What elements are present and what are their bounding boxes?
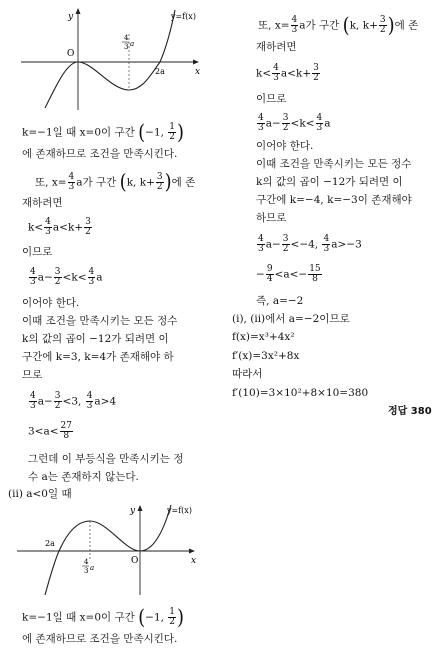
left-line-14: 3<a< $\frac{27}{8}$ <box>28 421 72 441</box>
left-line-6: 이므로 <box>22 246 53 258</box>
graph2-tick-43a-den: 3 <box>84 567 89 575</box>
graph1-tick-43a-den: 3 <box>124 43 129 51</box>
right-line-7: 이때 조건을 만족시키는 모든 정수 <box>256 158 412 170</box>
graph-a-positive <box>15 4 220 114</box>
graph-a-negative <box>15 503 220 603</box>
graph1-fn-label: y=f(x) <box>171 12 196 21</box>
graph2-y-label: y <box>130 506 136 516</box>
left-line-10: k의 값의 곱이 −12가 되려면 이 <box>22 333 169 345</box>
left-line-3: 또, x= $\frac{4}{3}$ a가 구간 (k, k+ $\frac{3}{2}$ )에 존 <box>35 169 196 194</box>
graph2-tick-43a-num: 4 <box>84 558 89 566</box>
right-line-8: k의 값의 곱이 −12가 되려면 이 <box>256 176 403 188</box>
left-line-9: 이때 조건을 만족시키는 모든 정수 <box>22 315 178 327</box>
right-line-5: $\frac{4}{3}$ a− $\frac{3}{2}$ <k< $\frac{4}{3}$ a <box>258 113 331 133</box>
right-line-14: (ⅰ), (ⅱ)에서 a=−2이므로 <box>232 313 350 325</box>
right-line-16: f′(x)=3x²+8x <box>232 350 300 362</box>
right-line-6: 이어야 한다. <box>256 140 314 152</box>
right-line-3: k< $\frac{4}{3}$ a<k+ $\frac{3}{2}$ <box>256 63 319 83</box>
right-line-18: f′(10)=3×10²+8×10=380 <box>232 387 369 399</box>
graph1-origin: O <box>67 49 75 59</box>
graph1-x-label: x <box>195 67 201 77</box>
graph1-tick-43a-num: 4 <box>124 34 129 42</box>
left-line-8: 이어야 한다. <box>22 297 80 309</box>
left-line-2: 에 존재하므로 조건을 만족시킨다. <box>22 148 178 160</box>
left-line-4: 재하려면 <box>22 197 63 209</box>
left-line-17: (ⅱ) a<0일 때 <box>8 488 72 500</box>
left-line-1: k=−1일 때 x=0이 구간 (−1, $\frac{1}{2}$ ) <box>22 119 185 144</box>
right-line-13: 즉, a=−2 <box>256 295 304 307</box>
graph2-x-label: x <box>191 556 197 566</box>
left-line-5: k< $\frac{4}{3}$ a<k+ $\frac{3}{2}$ <box>28 217 91 237</box>
left-line-7: $\frac{4}{3}$ a− $\frac{3}{2}$ <k< $\frac{4}{3}$ a <box>30 267 103 287</box>
graph1-tick-2a: 2a <box>155 67 165 76</box>
left-line-16: 수 a는 존재하지 않는다. <box>28 471 139 483</box>
right-line-9: 구간에 k=−4, k=−3이 존재해야 <box>256 194 412 206</box>
answer-label: 정답 380 <box>388 406 432 417</box>
right-line-17: 따라서 <box>232 368 263 380</box>
graph2-tick-43a-a: a <box>90 564 95 572</box>
graph1-tick-43a-a: a <box>130 40 135 48</box>
graph2-fn-label: y=f(x) <box>167 506 192 515</box>
right-line-11: $\frac{4}{3}$ a− $\frac{3}{2}$ <−4, $\frac{4}{3}$ a>−3 <box>258 234 362 254</box>
left-line-12: 므로 <box>22 369 43 381</box>
graph2-tick-2a: 2a <box>45 539 55 548</box>
graph2-origin: O <box>131 556 139 566</box>
left-line-11: 구간에 k=3, k=4가 존재해야 하 <box>22 351 174 363</box>
left-line-13: $\frac{4}{3}$ a− $\frac{3}{2}$ <3, $\frac{4}{3}$ a>4 <box>30 391 117 411</box>
right-line-12: − $\frac{9}{4}$ <a<− $\frac{15}{8}$ <box>256 264 321 284</box>
right-line-10: 하므로 <box>256 212 287 224</box>
right-line-1: 또, x= $\frac{4}{3}$ a가 구간 (k, k+ $\frac{3}{2}$ )에 존 <box>258 12 419 37</box>
left-line-19: 에 존재하므로 조건을 만족시킨다. <box>22 633 178 645</box>
graph1-y-label: y <box>68 12 74 22</box>
right-line-4: 이므로 <box>256 93 287 105</box>
left-line-15: 그런데 이 부등식을 만족시키는 정 <box>28 453 184 465</box>
right-line-15: f(x)=x³+4x² <box>232 331 295 343</box>
right-line-2: 재하려면 <box>256 41 297 53</box>
left-line-18: k=−1일 때 x=0이 구간 (−1, $\frac{1}{2}$ ) <box>22 604 185 629</box>
